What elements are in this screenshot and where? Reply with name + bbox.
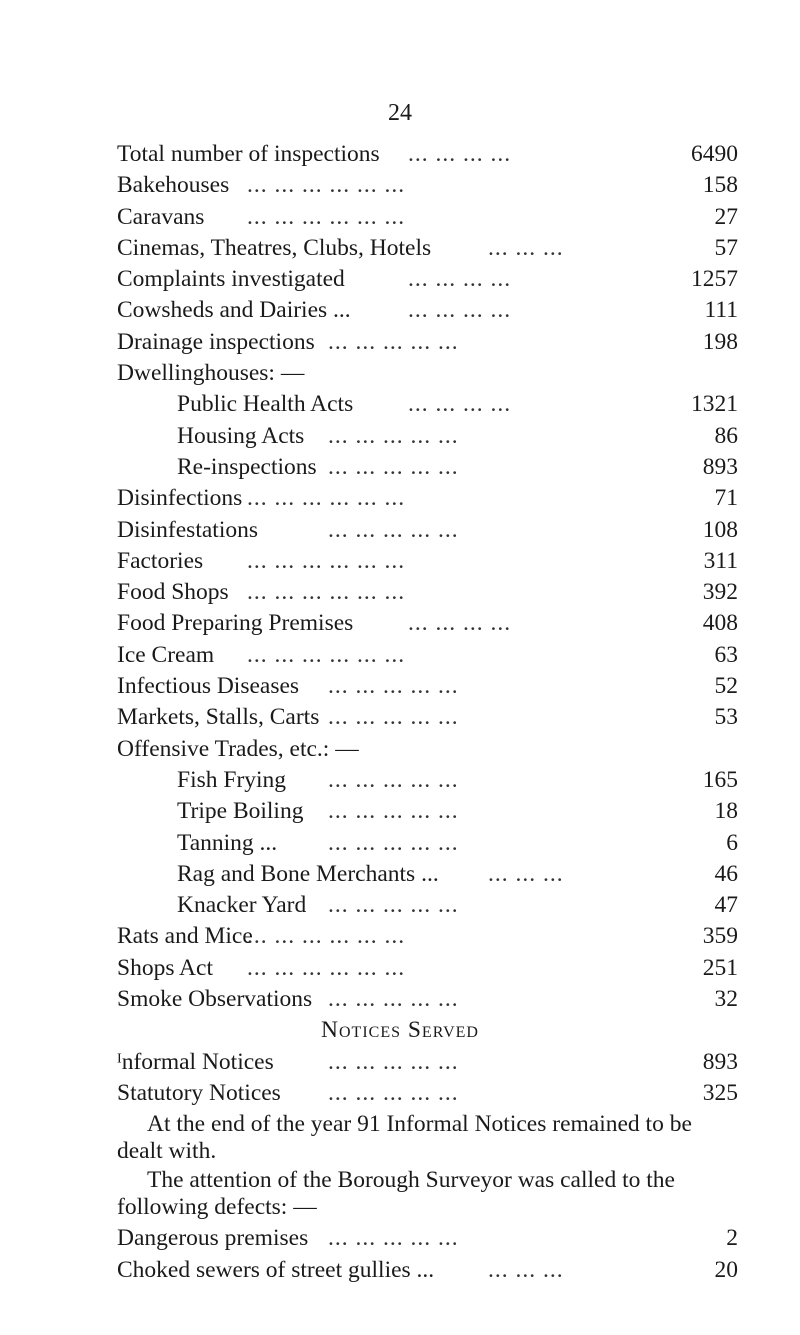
row-label: Dwellinghouses: — (117, 360, 305, 387)
table-row (0, 702, 800, 733)
table-row (0, 671, 800, 702)
row-value: 251 (702, 954, 738, 981)
row-label: Re-inspections (177, 453, 317, 480)
row-label: Infectious Diseases (117, 673, 300, 700)
row-label: Dangerous premises (117, 1225, 309, 1252)
leader-dots: ... ... ... ... ... (328, 422, 459, 449)
row-label: Cinemas, Theatres, Clubs, Hotels (117, 234, 432, 261)
leader-dots: ... ... ... ... ... ... (247, 641, 406, 668)
row-label: Public Health Acts (177, 391, 354, 418)
table-row (0, 953, 800, 984)
leader-dots: ... ... ... ... ... (328, 986, 459, 1013)
table-row (0, 139, 800, 170)
row-label: Drainage inspections (117, 328, 315, 355)
row-label: Ice Cream (117, 641, 215, 668)
row-label: Choked sewers of street gullies ... (117, 1256, 435, 1283)
row-value: 46 (714, 860, 738, 887)
table-row (0, 233, 800, 264)
leader-dots: ... ... ... ... ... ... (247, 172, 406, 199)
row-value: 158 (702, 172, 738, 199)
row-label: Caravans (117, 203, 205, 230)
table-row (0, 295, 800, 326)
row-label: Housing Acts (177, 422, 305, 449)
table-row (0, 358, 800, 389)
leader-dots: ... ... ... ... ... ... (247, 547, 406, 574)
row-value: 57 (714, 234, 738, 261)
row-value: 893 (702, 1048, 738, 1075)
row-label: ᴵnformal Notices (117, 1048, 274, 1075)
row-label: Markets, Stalls, Carts (117, 704, 320, 731)
row-label: Total number of inspections (117, 141, 380, 167)
table-row (0, 421, 800, 452)
table-row (0, 828, 800, 859)
informal-notices-paragraph: At the end of the year 91 Informal Notices remained to be dealt with. (117, 1111, 692, 1165)
notices-table (0, 1047, 800, 1110)
defects-table (0, 1223, 800, 1286)
page-number: 24 (388, 100, 412, 126)
row-value: 359 (702, 923, 738, 950)
leader-dots: ... ... ... ... (408, 141, 512, 167)
table-row (0, 984, 800, 1015)
row-label: Disinfections (117, 485, 243, 512)
table-row (0, 1223, 800, 1254)
table-row (0, 170, 800, 201)
table-row (0, 859, 800, 890)
row-label: Tanning ... (177, 829, 278, 856)
table-row (0, 640, 800, 671)
row-label: Knacker Yard (177, 892, 307, 919)
table-row (0, 796, 800, 827)
table-row (0, 264, 800, 295)
row-label: Cowsheds and Dairies ... (117, 297, 351, 324)
table-row (0, 546, 800, 577)
table-row (0, 608, 800, 639)
row-value: 893 (702, 453, 738, 480)
leader-dots: ... ... ... ... ... (328, 516, 459, 543)
table-row (0, 327, 800, 358)
row-value: 325 (702, 1079, 738, 1106)
row-value: 311 (703, 547, 738, 574)
leader-dots: ... ... ... ... ... (328, 766, 459, 793)
table-row (0, 921, 800, 952)
table-row (0, 202, 800, 233)
row-value: 47 (714, 892, 738, 919)
leader-dots: ... ... ... ... ... ... (247, 923, 406, 950)
leader-dots: ... ... ... ... ... (328, 1079, 459, 1106)
leader-dots: ... ... ... ... (408, 297, 512, 324)
leader-dots: ... ... ... ... ... (328, 1048, 459, 1075)
notices-heading-row (0, 1015, 800, 1046)
row-label: Food Preparing Premises (117, 610, 354, 637)
row-label: Fish Frying (177, 766, 287, 793)
row-value: 53 (714, 704, 738, 731)
row-value: 1257 (691, 266, 738, 293)
table-row (0, 1255, 800, 1286)
table-row (0, 577, 800, 608)
borough-surveyor-paragraph: The attention of the Borough Surveyor was called to the following defects: — (117, 1167, 675, 1221)
leader-dots: ... ... ... ... (408, 610, 512, 637)
inspections-table (0, 139, 800, 1015)
leader-dots: ... ... ... ... ... (328, 798, 459, 825)
row-value: 108 (702, 516, 738, 543)
table-row (0, 890, 800, 921)
leader-dots: ... ... ... ... ... (328, 1225, 459, 1252)
row-value: 6 (726, 829, 738, 856)
table-row (0, 1078, 800, 1109)
table-row (0, 515, 800, 546)
row-label: Offensive Trades, etc.: — (117, 735, 359, 762)
leader-dots: ... ... ... ... ... (328, 829, 459, 856)
row-value: 86 (714, 422, 738, 449)
row-value: 20 (714, 1256, 738, 1283)
row-value: 111 (704, 297, 738, 324)
row-value: 165 (702, 766, 738, 793)
row-label: Shops Act (117, 954, 213, 981)
leader-dots: ... ... ... ... (408, 391, 512, 418)
row-value: 2 (726, 1225, 738, 1252)
notices-served-heading: Notices Served (321, 1017, 479, 1044)
leader-dots: ... ... ... (488, 860, 564, 887)
table-row (0, 483, 800, 514)
inspection-list (0, 139, 800, 1286)
row-label: Tripe Boiling (177, 798, 304, 825)
row-label: Statutory Notices (117, 1079, 281, 1106)
leader-dots: ... ... ... (488, 1256, 564, 1283)
leader-dots: ... ... ... ... (408, 266, 512, 293)
leader-dots: ... ... ... ... ... ... (247, 579, 406, 606)
table-row (0, 389, 800, 420)
table-row (0, 765, 800, 796)
row-value: 6490 (691, 141, 738, 167)
table-row (0, 1047, 800, 1078)
row-label: Rag and Bone Merchants ... (177, 860, 439, 887)
leader-dots: ... ... ... ... ... ... (247, 485, 406, 512)
row-value: 1321 (691, 391, 738, 418)
row-value: 18 (714, 798, 738, 825)
leader-dots: ... ... ... ... ... (328, 453, 459, 480)
row-label: Factories (117, 547, 204, 574)
row-value: 32 (714, 986, 738, 1013)
leader-dots: ... ... ... ... ... (328, 673, 459, 700)
leader-dots: ... ... ... (488, 234, 564, 261)
row-value: 198 (702, 328, 738, 355)
leader-dots: ... ... ... ... ... (328, 892, 459, 919)
leader-dots: ... ... ... ... ... ... (247, 203, 406, 230)
leader-dots: ... ... ... ... ... ... (247, 954, 406, 981)
leader-dots: ... ... ... ... ... (328, 704, 459, 731)
table-row (0, 452, 800, 483)
row-label: Food Shops (117, 579, 229, 606)
row-value: 71 (714, 485, 738, 512)
row-label: Complaints investigated (117, 266, 345, 293)
row-value: 52 (714, 673, 738, 700)
row-label: Disinfestations (117, 516, 258, 543)
row-value: 27 (714, 203, 738, 230)
table-row (0, 734, 800, 765)
row-value: 63 (714, 641, 738, 668)
row-label: Bakehouses (117, 172, 230, 199)
row-label: Smoke Observations (117, 986, 313, 1013)
row-value: 392 (702, 579, 738, 606)
row-value: 408 (702, 610, 738, 637)
row-label: Rats and Mice (117, 923, 253, 950)
leader-dots: ... ... ... ... ... (328, 328, 459, 355)
